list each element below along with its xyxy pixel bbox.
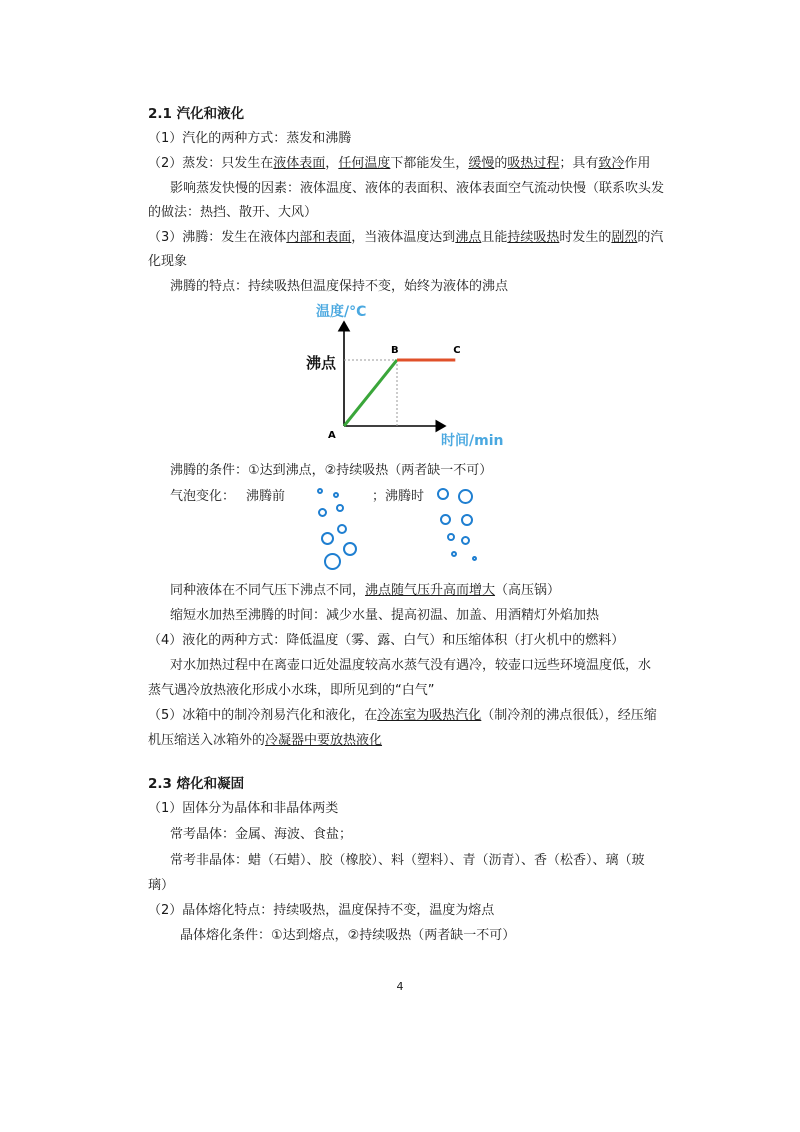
bubble-icon [317, 488, 323, 494]
point-label-B: B [391, 345, 399, 356]
bubble-icon [458, 489, 473, 504]
text-line: 化现象 [148, 254, 188, 269]
text-line: 晶体熔化条件：①达到熔点，②持续吸热（两者缺一不可） [180, 928, 516, 943]
text-line: 沸腾的特点：持续吸热但温度保持不变，始终为液体的沸点 [170, 279, 509, 294]
chart-xlabel: 时间/min [441, 433, 504, 448]
boiling-chart [0, 298, 800, 448]
text-line: （3）沸腾：发生在液体内部和表面，当液体温度达到沸点且能持续吸热时发生的剧烈的汽 [148, 230, 664, 245]
point-label-C: C [453, 345, 461, 356]
bubble-change-label: 气泡变化： [170, 489, 236, 504]
text-line: （2）晶体熔化特点：持续吸热，温度保持不变，温度为熔点 [148, 903, 495, 918]
bubble-icon [461, 514, 473, 526]
text-line: （1）固体分为晶体和非晶体两类 [148, 801, 339, 816]
text-line: （5）冰箱中的制冷剂易汽化和液化，在冷冻室为吸热汽化（制冷剂的沸点很低），经压缩 [148, 708, 657, 723]
before-boiling-label: 沸腾前 [246, 489, 286, 504]
text-line: 蒸气遇冷放热液化形成小水珠，即所见到的“白气” [148, 683, 435, 698]
bubble-icon [451, 551, 457, 557]
section-title-2-1: 2.1 汽化和液化 [148, 106, 245, 122]
text-line: 机压缩送入冰箱外的冷凝器中要放热液化 [148, 733, 383, 748]
text-line: （2）蒸发：只发生在液体表面，任何温度下都能发生，缓慢的吸热过程；具有致冷作用 [148, 156, 651, 171]
bubble-icon [437, 488, 449, 500]
text-line: 缩短水加热至沸腾的时间：减少水量、提高初温、加盖、用酒精灯外焰加热 [170, 608, 600, 623]
text-line: 沸腾的条件：①达到沸点，②持续吸热（两者缺一不可） [170, 463, 493, 478]
bubble-icon [447, 533, 455, 541]
text-line: （1）汽化的两种方式：蒸发和沸腾 [148, 131, 352, 146]
bubble-icon [440, 514, 451, 525]
bubble-icon [336, 504, 344, 512]
bubble-icon [461, 536, 470, 545]
text-line: 璃） [148, 878, 175, 893]
bubble-icon [321, 532, 334, 545]
bubble-icon [324, 553, 341, 570]
during-boiling-label: ；沸腾时 [372, 489, 425, 504]
bubble-icon [337, 524, 347, 534]
text-line: 常考晶体：金属、海波、食盐； [170, 827, 353, 842]
bubble-icon [472, 556, 477, 561]
text-line: 的做法：热挡、散开、大风） [148, 205, 318, 220]
y-tick-boiling-point: 沸点 [306, 354, 337, 372]
section-title-2-3: 2.3 熔化和凝固 [148, 776, 245, 792]
point-label-A: A [328, 430, 336, 441]
text-line: 影响蒸发快慢的因素：液体温度、液体的表面积、液体表面空气流动快慢（联系吹头发 [170, 181, 665, 196]
bubble-icon [343, 542, 357, 556]
bubble-icon [318, 508, 327, 517]
chart-ylabel: 温度/°C [316, 304, 367, 320]
series-line-AB [344, 360, 397, 426]
text-line: 同种液体在不同气压下沸点不同，沸点随气压升高而增大（高压锅） [170, 583, 561, 598]
text-line: 对水加热过程中在离壶口近处温度较高水蒸气没有遇冷，较壶口远些环境温度低，水 [170, 658, 652, 673]
text-line: 常考非晶体：蜡（石蜡）、胶（橡胶）、料（塑料）、青（沥青）、香（松香）、璃（玻 [170, 853, 645, 868]
page-number: 4 [396, 980, 404, 993]
bubble-icon [333, 492, 339, 498]
text-line: （4）液化的两种方式：降低温度（雾、露、白气）和压缩体积（打火机中的燃料） [148, 633, 625, 648]
